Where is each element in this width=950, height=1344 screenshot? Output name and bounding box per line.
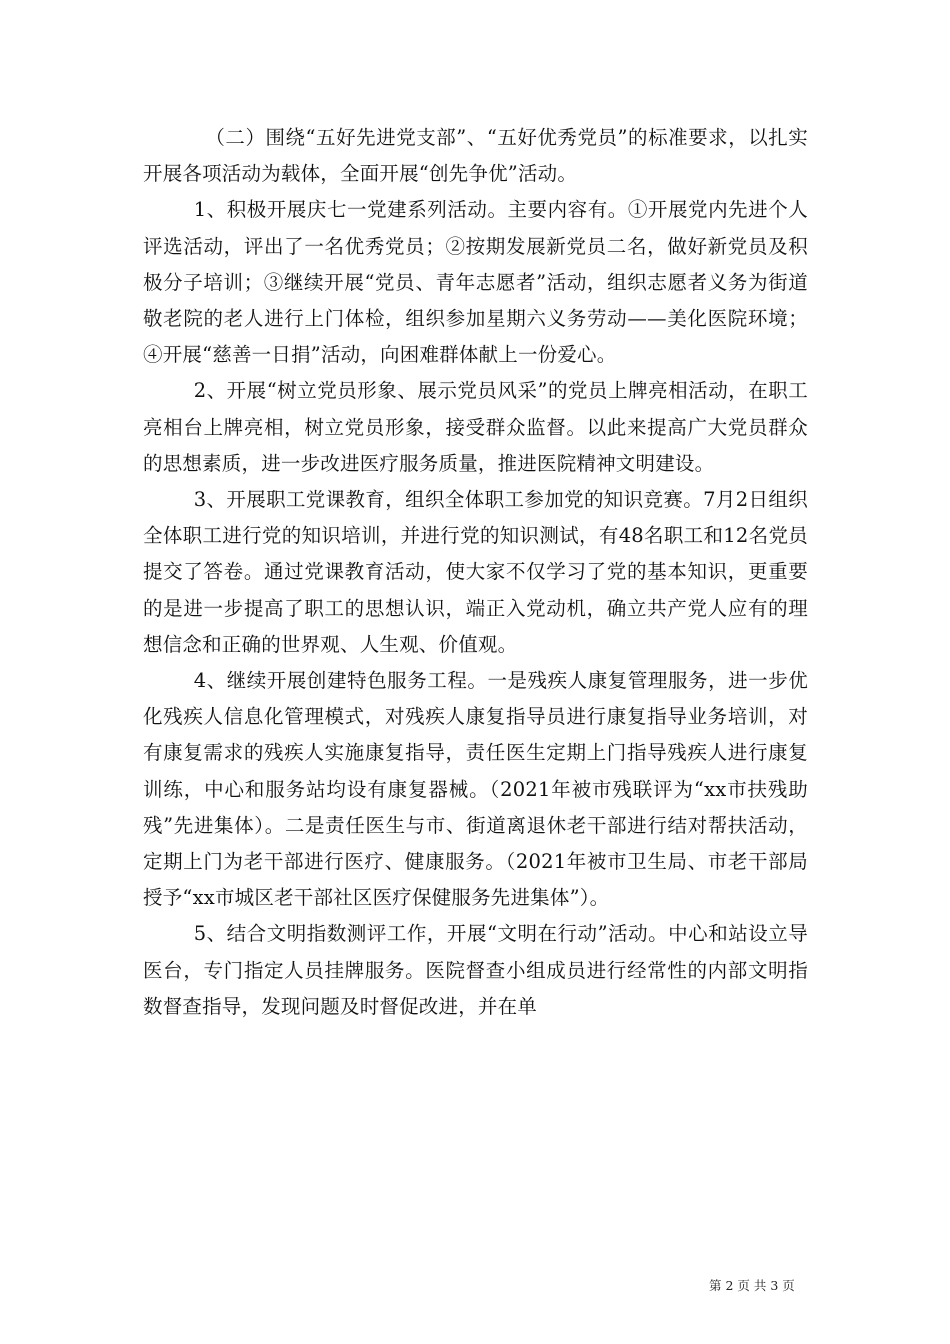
document-body bbox=[143, 120, 808, 1025]
paragraph-item-2: 2、开展“树立党员形象、展示党员风采”的党员上牌亮相活动，在职工亮相台上牌亮相，树立党员形象，接受群众监督。以此来提高广大党员群众的思想素质，进一步改进医疗服务质量，推进医院精神文明建设。 bbox=[143, 379, 808, 475]
paragraph-item-5: 5、结合文明指数测评工作，开展“文明在行动”活动。中心和站设立导医台，专门指定人员挂牌服务。医院督查小组成员进行经常性的内部文明指数督查指导，发现问题及时督促改进，并在单 bbox=[143, 922, 808, 1018]
paragraph-item-4: 4、继续开展创建特色服务工程。一是残疾人康复管理服务，进一步优化残疾人信息化管理模式，对残疾人康复指导员进行康复指导业务培训，对有康复需求的残疾人实施康复指导，责任医生定期上门指导残疾人进行康复训练，中心和服务站均设有康复器械。（2021年被市残联评为“xx市扶残助残”先进集体）。二是责任医生与市、街道离退休老干部进行结对帮扶活动，定期上门为老干部进行医疗、健康服务。（2021年被市卫生局、市老干部局授予“xx市城区老干部社区医疗保健服务先进集体”）。 bbox=[143, 669, 808, 910]
paragraph-item-1: 1、积极开展庆七一党建系列活动。主要内容有。①开展党内先进个人评选活动，评出了一名优秀党员；②按期发展新党员二名，做好新党员及积极分子培训；③继续开展“党员、青年志愿者”活动，组织志愿者义务为街道敬老院的老人进行上门体检，组织参加星期六义务劳动——美化医院环境；④开展“慈善一日捐”活动，向困难群体献上一份爱心。 bbox=[143, 198, 808, 367]
page-number-footer: 第 2 页 共 3 页 bbox=[709, 1278, 795, 1293]
paragraph-intro: （二）围绕“五好先进党支部”、“五好优秀党员”的标准要求，以扎实开展各项活动为载体，全面开展“创先争优”活动。 bbox=[143, 126, 808, 186]
paragraph-item-3: 3、开展职工党课教育，组织全体职工参加党的知识竞赛。7月2日组织全体职工进行党的知识培训，并进行党的知识测试，有48名职工和12名党员提交了答卷。通过党课教育活动，使大家不仅学习了党的基本知识，更重要的是进一步提高了职工的思想认识，端正入党动机，确立共产党人应有的理想信念和正确的世界观、人生观、价值观。 bbox=[143, 488, 808, 656]
